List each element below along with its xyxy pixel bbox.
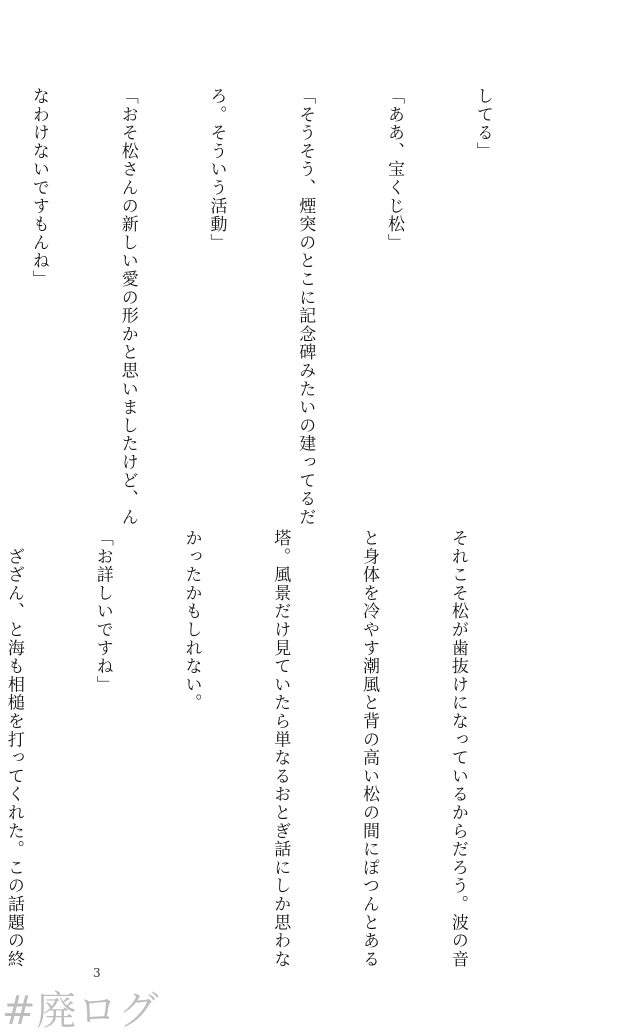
text-line: ざざん、と海も相槌を打ってくれた。この話題の終 xyxy=(3,529,24,969)
text-block-bottom xyxy=(0,529,531,969)
text-line: 「おそ松さんの新しい愛の形かと思いましたけど、ん xyxy=(117,87,138,527)
text-block-top xyxy=(0,87,556,527)
text-line: それこそ松が歯抜けになっているからだろう。波の音 xyxy=(447,529,468,969)
text-line: ろ。そういう活動」 xyxy=(206,87,227,252)
text-line: なわけないですもんね」 xyxy=(28,87,49,289)
text-line: 「そうそう、煙突のとこに記念碑みたいの建ってるだ xyxy=(295,87,316,527)
hashtag-watermark: #廃ログ xyxy=(2,988,160,1034)
text-line: 「お詳しいですね」 xyxy=(92,529,113,694)
page-number: 3 xyxy=(93,966,101,980)
text-line: してる」 xyxy=(472,87,493,161)
text-line: かったかもしれない。 xyxy=(181,529,202,712)
text-line: 塔。風景だけ見ていたら単なるおとぎ話にしか思わな xyxy=(270,529,291,969)
text-line: と身体を冷やす潮風と背の高い松の間にぽつんとある xyxy=(359,529,380,969)
text-line: 「ああ、宝くじ松」 xyxy=(384,87,405,252)
